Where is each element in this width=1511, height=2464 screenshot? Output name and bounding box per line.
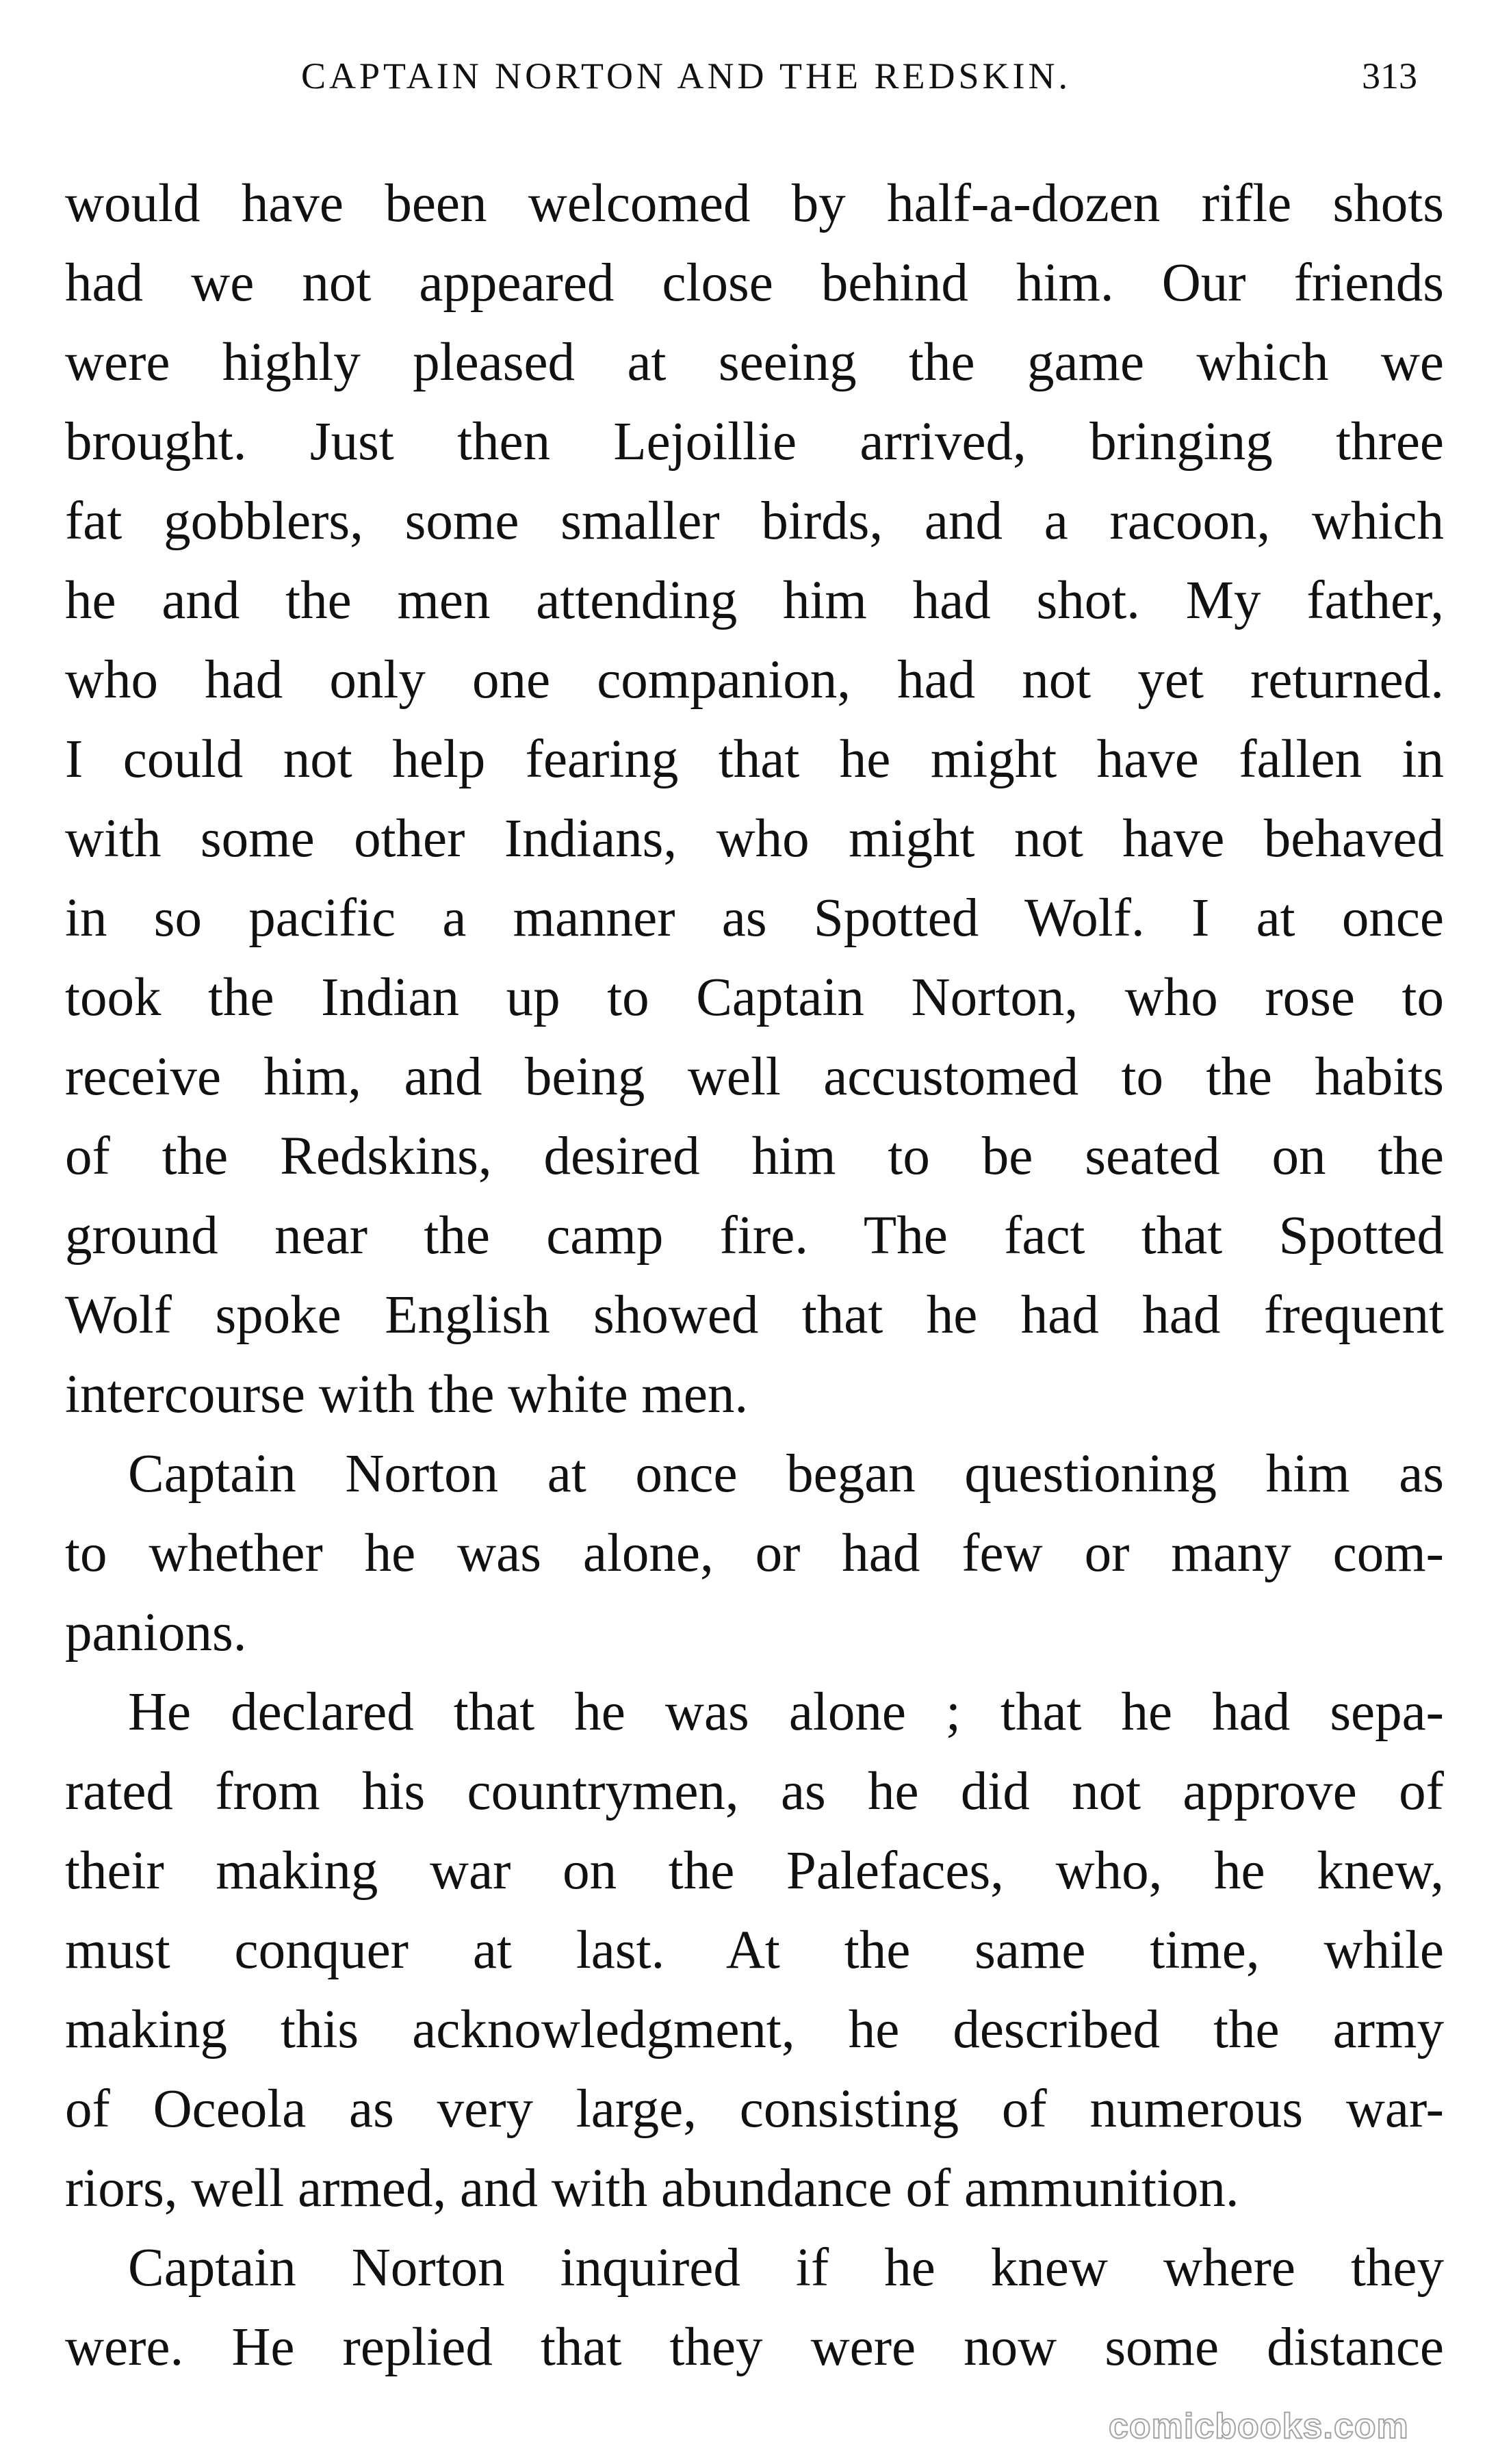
text-line: took the Indian up to Captain Norton, who rose to	[65, 968, 1444, 1027]
text-line: with some other Indians, who might not have behaved	[65, 809, 1444, 869]
paragraph-start-line: Captain Norton at once began questioning him as	[128, 1444, 1444, 1504]
text-line: Wolf spoke English showed that he had had frequent	[65, 1285, 1444, 1345]
paragraph-end-line: panions.	[65, 1603, 247, 1663]
text-line: were highly pleased at seeing the game which we	[65, 333, 1444, 392]
paragraph-end-line: intercourse with the white men.	[65, 1365, 749, 1424]
text-line: of the Redskins, desired him to be seated on the	[65, 1127, 1444, 1186]
text-line: would have been welcomed by half-a-dozen rifle shots	[65, 174, 1444, 233]
text-line: brought. Just then Lejoillie arrived, bringing three	[65, 412, 1444, 472]
text-line: I could not help fearing that he might have fallen in	[65, 730, 1444, 789]
text-line: were. He replied that they were now some distance	[65, 2318, 1444, 2377]
watermark: comicbooks.com	[1109, 2407, 1409, 2446]
text-line: must conquer at last. At the same time, while	[65, 1921, 1444, 1980]
text-line: ground near the camp fire. The fact that Spotted	[65, 1206, 1444, 1266]
text-line: had we not appeared close behind him. Our friends	[65, 253, 1444, 313]
running-title: CAPTAIN NORTON AND THE REDSKIN.	[301, 55, 1071, 97]
text-line: fat gobblers, some smaller birds, and a racoon, which	[65, 491, 1444, 551]
page-number: 313	[1362, 55, 1417, 97]
text-line: he and the men attending him had shot. My father,	[65, 571, 1444, 630]
text-line: their making war on the Palefaces, who, he knew,	[65, 1841, 1444, 1901]
text-line: in so pacific a manner as Spotted Wolf. I at once	[65, 888, 1444, 948]
text-line: making this acknowledgment, he described the army	[65, 2000, 1444, 2059]
running-head	[0, 55, 1511, 116]
paragraph-end-line: riors, well armed, and with abundance of ammunition.	[65, 2159, 1239, 2218]
text-line: to whether he was alone, or had few or many com-	[65, 1524, 1444, 1583]
text-line: rated from his countrymen, as he did not approve of	[65, 1762, 1444, 1821]
text-line: receive him, and being well accustomed to the habits	[65, 1047, 1444, 1107]
paragraph-start-line: Captain Norton inquired if he knew where they	[128, 2238, 1444, 2298]
paragraph-start-line: He declared that he was alone ; that he had sepa-	[128, 1682, 1444, 1742]
text-line: who had only one companion, had not yet returned.	[65, 650, 1444, 710]
body-text	[65, 164, 1444, 2387]
text-line: of Oceola as very large, consisting of numerous war-	[65, 2079, 1444, 2139]
